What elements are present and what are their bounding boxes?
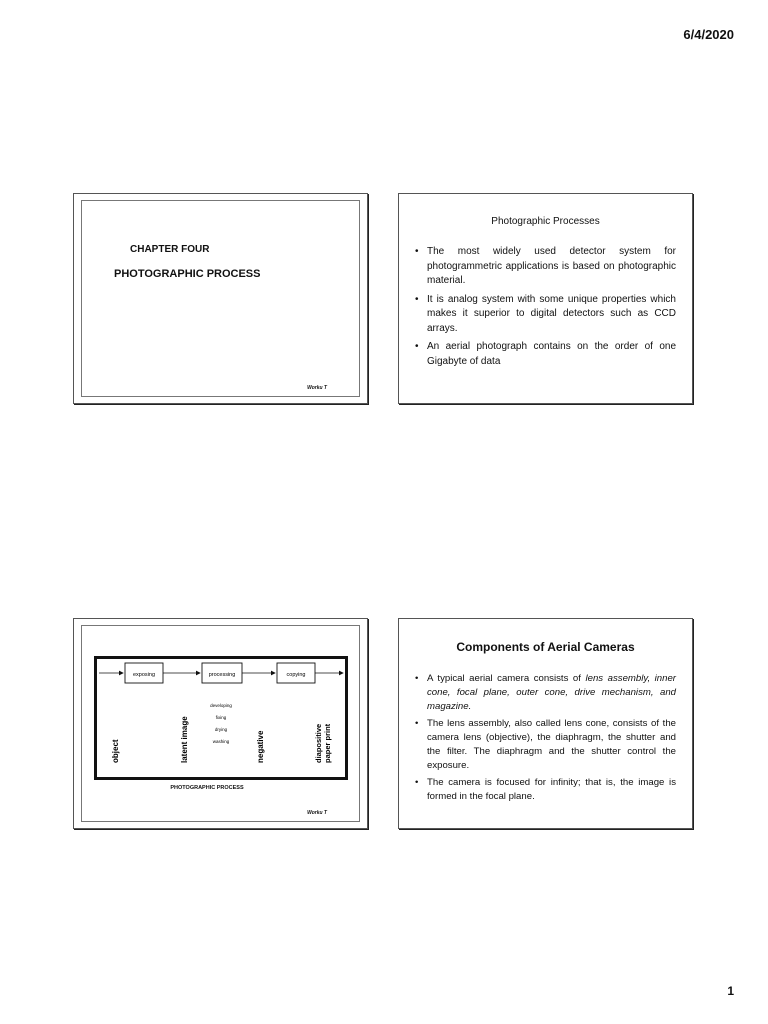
slide-chapter-title [73, 193, 368, 404]
diagram-caption: PHOTOGRAPHIC PROCESS [170, 785, 244, 791]
processing-step-fixing: fixing [215, 715, 227, 720]
process-diagram-svg [97, 659, 345, 777]
bullet-emphasis: lens assembly, inner cone, focal plane, outer cone, drive mechanism, and magazine. [427, 673, 676, 712]
product-label-diapositive: diapositive [314, 723, 323, 763]
slide-title: Components of Aerial Cameras [456, 640, 635, 654]
bullet-item [415, 672, 676, 714]
bullet-item: • The most widely used detector system for photogrammetric applications is based on photographic material. [415, 245, 676, 289]
processing-step-developing: developing [210, 703, 232, 708]
bullet-list [399, 245, 692, 369]
bullet-item: • The lens assembly, also called lens cone, consists of the camera lens (objective), the diaphragm, the shutter and the filter. The diaphragm and the shutter control the exposure. [415, 717, 676, 773]
processing-step-washing: washing [212, 739, 230, 744]
chapter-title: PHOTOGRAPHIC PROCESS [114, 268, 261, 280]
bullet-item: • An aerial photograph contains on the order of one Gigabyte of data [415, 340, 676, 369]
bullet-list [399, 672, 692, 804]
step-label-processing: processing [208, 672, 236, 678]
product-label-negative: negative [256, 730, 265, 763]
product-label-paper-print: paper print [323, 723, 332, 763]
step-label-exposing: exposing [132, 672, 156, 678]
chapter-label: CHAPTER FOUR [130, 244, 210, 255]
slide-author: Worku T [307, 385, 327, 391]
bullet-item: • It is analog system with some unique properties which makes it superior to digital detectors such as CCD arrays. [415, 293, 676, 337]
slide-process-diagram [73, 618, 368, 829]
slide-author: Worku T [307, 810, 327, 816]
step-label-copying: copying [286, 672, 306, 678]
slide-photographic-processes [398, 193, 693, 404]
slide-aerial-camera-components [398, 618, 693, 829]
page-number: 1 [727, 984, 734, 998]
page-date: 6/4/2020 [683, 27, 734, 42]
slide-title: Photographic Processes [491, 216, 600, 227]
product-label-object: object [111, 739, 120, 763]
processing-step-drying: drying [214, 727, 228, 732]
bullet-text: A typical aerial camera consists of [427, 673, 586, 684]
process-diagram [94, 656, 348, 780]
bullet-item: • The camera is focused for infinity; that is, the image is formed in the focal plane. [415, 776, 676, 804]
product-label-latent-image: latent image [180, 716, 189, 763]
slide-inner-frame [81, 200, 360, 397]
